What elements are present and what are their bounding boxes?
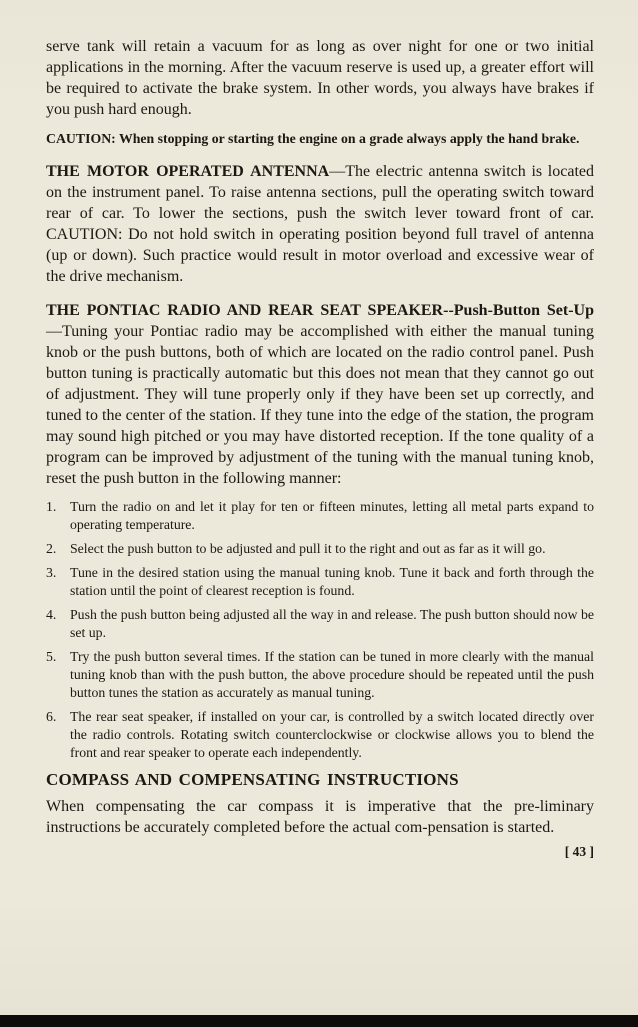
step-spacer xyxy=(62,540,70,558)
radio-section-body: —Tuning your Pontiac radio may be accomplished with either the manual tuning knob or the push buttons, both of which are located on the radio control panel. Push button tuning is practically automatic but this does not mean that they cannot go out of adjustment. They will tune properly only if they have been set up correctly, and tuned to the center of the station. If they tune into the edge of the station, the program may sound high pitched or you may have distorted reception. If the tone quality of a program can be improved by adjustment of the tuning with the manual tuning knob, reset the push button in the following manner: xyxy=(46,323,594,487)
caution-hand-brake-note: CAUTION: When stopping or starting the engine on a grade always apply the hand brake. xyxy=(46,131,580,146)
radio-section-heading: THE PONTIAC RADIO AND REAR SEAT SPEAKER--Push-Button Set-Up xyxy=(46,302,594,319)
list-item xyxy=(46,648,594,702)
radio-section-paragraph xyxy=(46,300,594,489)
step-text: Tune in the desired station using the manual tuning knob. Tune it back and forth through the station until the point of clearest reception is found. xyxy=(70,565,594,598)
step-spacer xyxy=(62,648,70,702)
compass-section-heading: COMPASS AND COMPENSATING INSTRUCTIONS xyxy=(46,770,459,789)
list-item xyxy=(46,564,594,600)
step-number: 4. xyxy=(46,607,57,622)
step-number: 1. xyxy=(46,499,57,514)
step-spacer xyxy=(62,564,70,600)
antenna-section-body: —The electric antenna switch is located on the instrument panel. To raise antenna sections, pull the operating switch toward rear of car. To lower the sections, push the switch lever toward front of car. CAUTION: Do not hold switch in operating position beyond full travel of antenna (up or down). Such practice would result in motor overload and excessive wear of the drive mechanism. xyxy=(46,163,594,285)
step-text: Select the push button to be adjusted and pull it to the right and out as far as it will go. xyxy=(70,541,546,556)
step-text: Turn the radio on and let it play for ten or fifteen minutes, letting all metal parts expand to operating temperature. xyxy=(70,499,594,532)
list-item xyxy=(46,708,594,762)
step-number: 6. xyxy=(46,709,57,724)
antenna-section-heading: THE MOTOR OPERATED ANTENNA xyxy=(46,163,330,180)
step-spacer xyxy=(62,498,70,534)
list-item xyxy=(46,606,594,642)
step-text: Push the push button being adjusted all the way in and release. The push button should now be set up. xyxy=(70,607,594,640)
antenna-section-paragraph xyxy=(46,161,594,287)
radio-steps-list xyxy=(46,498,594,762)
intro-paragraph: serve tank will retain a vacuum for as long as over night for one or two initial applications in the morning. After the vacuum reserve is used up, a greater effort will be required to activate the brake system. In other words, you always have brakes if you push hard enough. xyxy=(46,38,594,118)
list-item xyxy=(46,498,594,534)
step-text: Try the push button several times. If the station can be tuned in more clearly with the manual tuning knob than with the push button, the above procedure should be repeated until the push button tunes the station as accurately as manual tuning. xyxy=(70,649,594,700)
step-text: The rear seat speaker, if installed on your car, is controlled by a switch located directly over the radio controls. Rotating switch counterclockwise or clockwise allows you to blend the front and rear speaker to operate each independently. xyxy=(70,709,594,760)
list-item xyxy=(46,540,594,558)
step-number: 5. xyxy=(46,649,57,664)
step-spacer xyxy=(62,606,70,642)
step-spacer xyxy=(62,708,70,762)
scan-edge-bar xyxy=(0,1015,638,1027)
compass-section-paragraph: When compensating the car compass it is imperative that the pre-liminary instructions be accurately completed before the actual com-pensation is started. xyxy=(46,798,594,836)
step-number: 2. xyxy=(46,541,57,556)
page-number: [ 43 ] xyxy=(564,844,594,859)
step-number: 3. xyxy=(46,565,57,580)
